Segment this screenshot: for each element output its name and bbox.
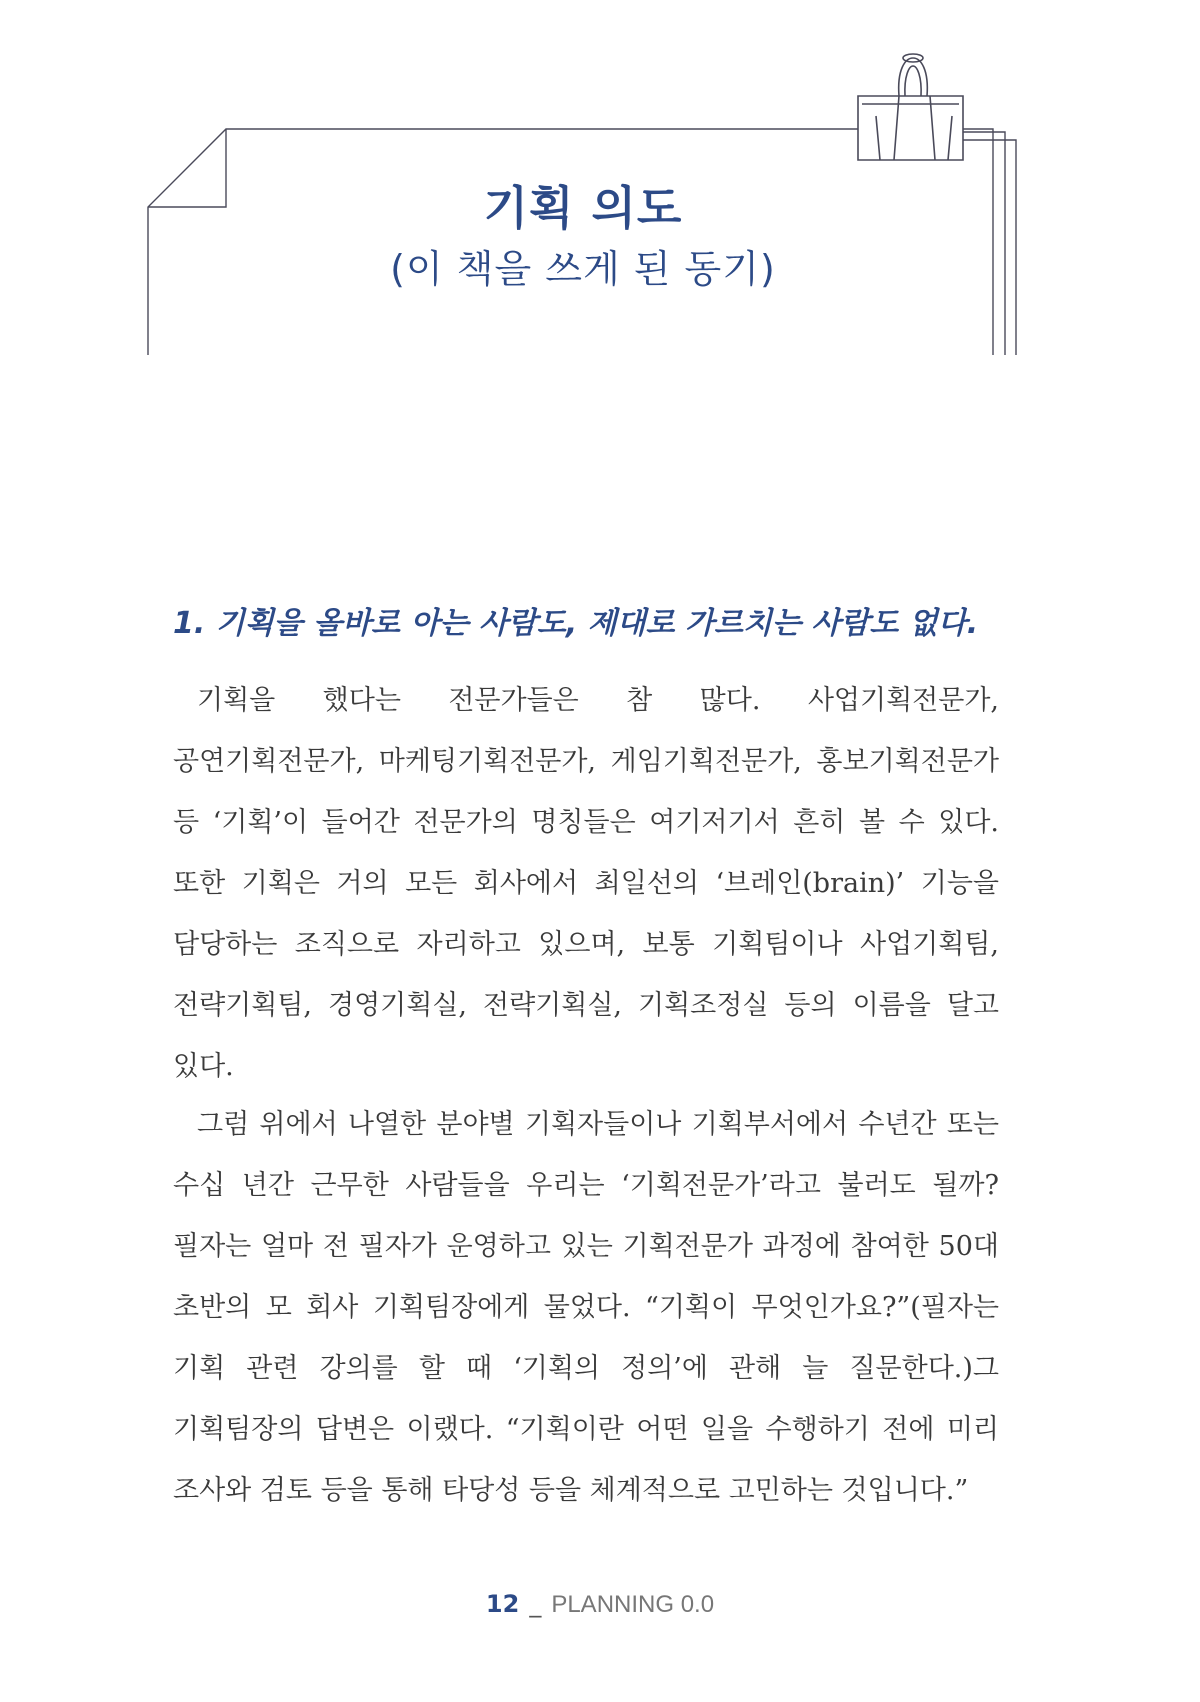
page-footer [0, 1590, 1200, 1619]
page-number: 12 [485, 1590, 520, 1618]
section-heading: 1. 기획을 올바로 아는 사람도, 제대로 가르치는 사람도 없다. [173, 606, 979, 641]
page-subtitle: (이 책을 쓰게 된 동기) [390, 247, 776, 291]
binder-clip-icon [858, 54, 963, 160]
footer-separator: _ [529, 1590, 542, 1618]
body-paragraph-1: 기획을 했다는 전문가들은 참 많다. 사업기획전문가, 공연기획전문가, 마케팅기획전문가, 게임기획전문가, 홍보기획전문가 등 ‘기획’이 들어간 전문가의 명칭들은 여기저기서 흔히 볼 수 있다. 또한 기획은 거의 모든 회사에서 최일선의 ‘브레인(brain)’ 기능을 담당하는 조직으로 자리하고 있으며, 보통 기획팀이나 사업기획팀, 전략기획팀, 경영기획실, 전략기획실, 기획조정실 등의 이름을 달고 있다. [173, 685, 999, 1082]
body-paragraph-2: 그럼 위에서 나열한 분야별 기획자들이나 기획부서에서 수년간 또는 수십 년간 근무한 사람들을 우리는 ‘기획전문가’라고 불러도 될까? 필자는 얼마 전 필자가 운영하고 있는 기획전문가 과정에 참여한 50대 초반의 모 회사 기획팀장에게 물었다. “기획이 무엇인가요?”(필자는 기획 관련 강의를 할 때 ‘기획의 정의’에 관해 늘 질문한다.)그 기획팀장의 답변은 이랬다. “기획이란 어떤 일을 수행하기 전에 미리 조사와 검토 등을 통해 타당성 등을 체계적으로 고민하는 것입니다.” [173, 1109, 999, 1506]
page-title: 기획 의도 [483, 181, 683, 235]
book-title: PLANNING 0.0 [551, 1591, 715, 1618]
